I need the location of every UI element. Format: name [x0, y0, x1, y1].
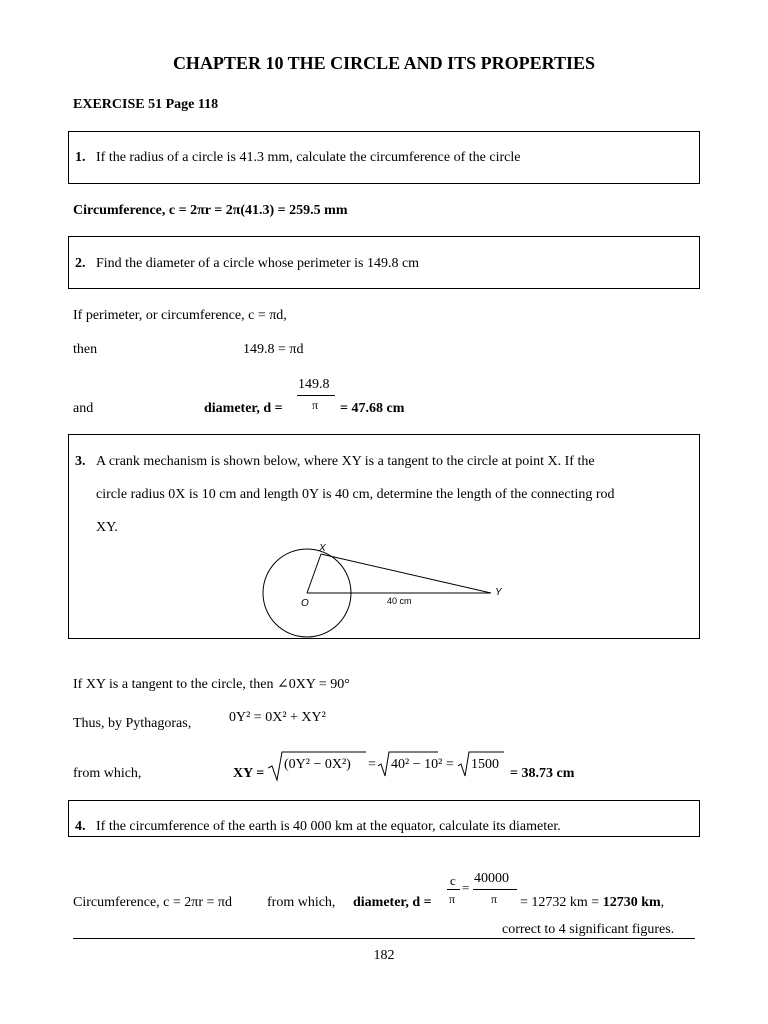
- exercise-heading: EXERCISE 51 Page 118: [73, 97, 219, 112]
- q2-and-label: and: [73, 401, 94, 416]
- label-x: X: [319, 543, 326, 554]
- q3-sqrt-expression-1: (0Y² − 0X²): [284, 757, 351, 772]
- question-4-box: [68, 800, 700, 837]
- q4-fraction-2-denominator: π: [491, 892, 498, 906]
- q4-result: [520, 895, 664, 911]
- q2-fraction-denominator: π: [312, 398, 319, 412]
- q4-fraction-equals: =: [462, 880, 470, 895]
- q4-result-value: 12730 km: [602, 895, 661, 910]
- q4-fraction-2-numerator: 40000: [474, 871, 509, 886]
- question-1-box: [68, 131, 700, 184]
- q4-from-label: from which,: [267, 895, 336, 910]
- chapter-title: CHAPTER 10 THE CIRCLE AND ITS PROPERTIES: [172, 53, 596, 73]
- q3-sqrt-expression-2: 40² − 10²: [391, 757, 443, 772]
- q2-then-label: then: [73, 342, 98, 357]
- question-2-text: Find the diameter of a circle whose perimeter is 149.8 cm: [96, 256, 420, 271]
- q2-fraction-numerator: 149.8: [298, 377, 330, 392]
- q2-diameter-label: diameter, d =: [204, 401, 283, 416]
- q3-pythagoras-equation: 0Y² = 0X² + XY²: [229, 710, 326, 725]
- label-length: 40 cm: [387, 596, 412, 606]
- q3-sqrt-expression-3: 1500: [471, 757, 499, 772]
- footer-rule: [73, 938, 695, 939]
- question-1-text: If the radius of a circle is 41.3 mm, calculate the circumference of the circle: [96, 150, 521, 165]
- q4-fraction-2-bar: [473, 889, 517, 890]
- radius-line-ox: [307, 554, 321, 593]
- q4-diameter-label: diameter, d =: [353, 895, 432, 910]
- q2-then-equation: 149.8 = πd: [243, 342, 304, 357]
- q4-result-suffix: ,: [660, 895, 665, 910]
- q3-from-label: from which,: [73, 766, 142, 781]
- page-number: 182: [373, 948, 395, 963]
- q3-equals-1: =: [368, 757, 376, 772]
- answer-1-prefix: Circumference, c = 2πr = 2π(41.3) =: [73, 203, 290, 218]
- q4-circumference: Circumference, c = 2πr = πd: [73, 895, 232, 910]
- question-1-number: 1.: [75, 150, 86, 165]
- q4-fraction-1-denominator: π: [449, 892, 456, 906]
- question-2-number: 2.: [75, 256, 86, 271]
- q2-result: = 47.68 cm: [340, 401, 405, 416]
- answer-1-value: 259.5 mm: [289, 203, 348, 218]
- q4-fraction-1-numerator: c: [450, 873, 456, 888]
- label-o: O: [301, 598, 309, 609]
- q3-xy-label: XY =: [233, 766, 265, 781]
- q4-result-prefix: = 12732 km =: [520, 895, 603, 910]
- q3-equals-2: =: [446, 757, 454, 772]
- question-4-number: 4.: [75, 819, 86, 834]
- q2-fraction-bar: [297, 395, 335, 396]
- q3-result: = 38.73 cm: [510, 766, 575, 781]
- question-2-box: [68, 236, 700, 289]
- question-3-number: 3.: [75, 454, 86, 469]
- question-3-text-line2: circle radius 0X is 10 cm and length 0Y is 40 cm, determine the length of the connecting rod: [96, 487, 615, 502]
- question-3-text-line3: XY.: [96, 520, 118, 535]
- q4-significant-figures: correct to 4 significant figures.: [502, 922, 675, 937]
- q3-pythagoras-label: Thus, by Pythagoras,: [73, 716, 192, 731]
- question-3-text-line1: A crank mechanism is shown below, where XY is a tangent to the circle at point X. If the: [96, 454, 595, 469]
- question-3-box: [68, 434, 700, 639]
- answer-1: [73, 203, 348, 219]
- q3-tangent-statement: If XY is a tangent to the circle, then ∠0XY = 90°: [73, 677, 350, 692]
- label-y: Y: [495, 587, 502, 598]
- q2-line1: If perimeter, or circumference, c = πd,: [73, 308, 287, 323]
- crank-diagram: [259, 540, 579, 640]
- q4-fraction-1-bar: [447, 889, 460, 890]
- question-4-text: If the circumference of the earth is 40 000 km at the equator, calculate its diameter.: [96, 819, 561, 834]
